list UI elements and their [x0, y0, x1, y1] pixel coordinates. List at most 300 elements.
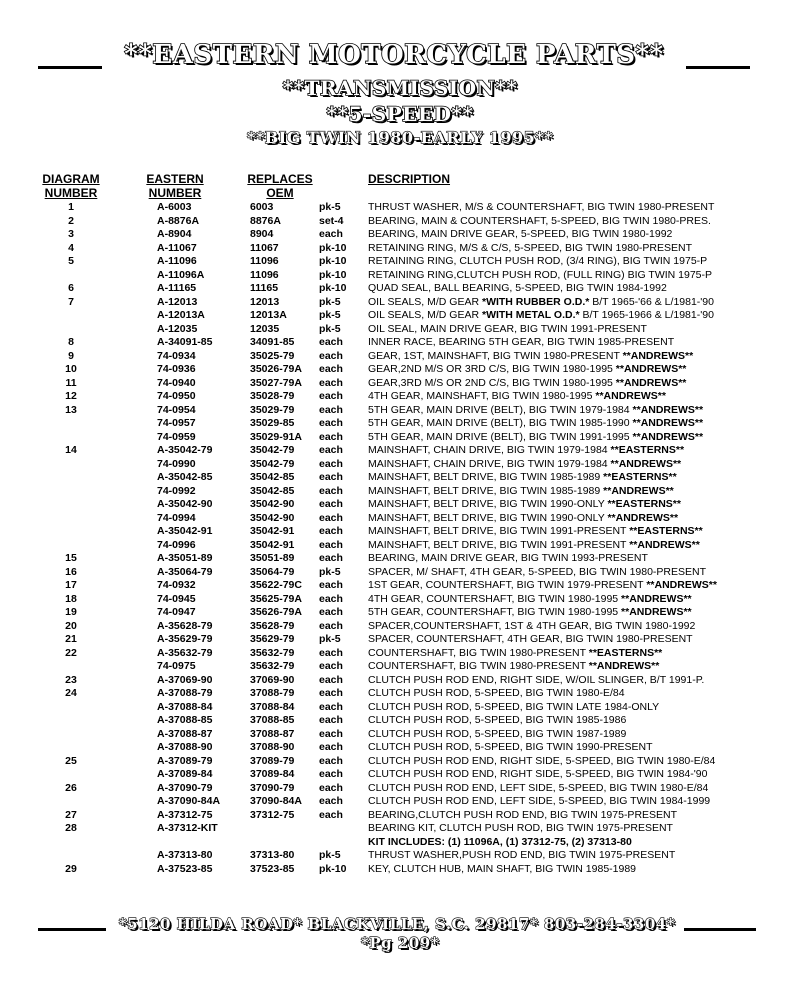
diagram-number: 9	[68, 349, 74, 362]
description	[368, 539, 700, 553]
description-text: MAINSHAFT, BELT DRIVE, BIG TWIN 1991-PRESENT	[368, 525, 630, 537]
description-text: CLUTCH PUSH ROD, 5-SPEED, BIG TWIN 1980-E/84	[368, 687, 625, 699]
table-row	[0, 417, 800, 431]
diagram-number: 25	[65, 754, 77, 767]
description-text: RETAINING RING, CLUTCH PUSH ROD, (3/4 RING), BIG TWIN 1975-P	[368, 255, 708, 267]
col-description-header	[368, 172, 450, 186]
eastern-number: 74-0932	[157, 579, 196, 591]
description-text: CLUTCH PUSH ROD END, RIGHT SIDE, 5-SPEED, BIG TWIN 1984-'90	[368, 768, 708, 780]
table-row	[0, 512, 800, 526]
oem-number: 35042-91	[250, 538, 295, 551]
eastern-number: 74-0975	[157, 660, 196, 672]
description-text: COUNTERSHAFT, BIG TWIN 1980-PRESENT	[368, 646, 589, 659]
description	[368, 404, 703, 418]
description-emphasis: **ANDREWS**	[629, 538, 700, 551]
eastern-number: A-37088-85	[157, 714, 213, 726]
description-emphasis: **ANDREWS**	[603, 484, 674, 497]
oem-number: 37069-90	[250, 673, 295, 686]
eastern-number: A-35042-79	[157, 444, 213, 456]
pack-qty: each	[319, 349, 343, 362]
eastern-number: A-35629-79	[157, 633, 213, 645]
diagram-number: 29	[65, 862, 77, 875]
oem-number: 35042-90	[250, 498, 295, 510]
description-emphasis: **ANDREWS**	[615, 363, 687, 375]
description	[368, 458, 681, 472]
description	[368, 323, 647, 337]
oem-number: 35026-79A	[250, 363, 302, 375]
diagram-number: 19	[65, 606, 77, 618]
eastern-number: A-37312-KIT	[157, 822, 218, 834]
description	[368, 417, 703, 431]
oem-number: 35042-91	[250, 525, 295, 537]
eastern-number: A-37088-79	[157, 687, 213, 699]
oem-number: 35622-79C	[250, 579, 302, 591]
page-number: *Pg 209*	[361, 934, 439, 952]
eastern-number: 74-0947	[157, 606, 196, 618]
pack-qty: pk-5	[319, 295, 341, 308]
description-emphasis: **EASTERNS**	[603, 471, 677, 483]
oem-number: 35027-79A	[250, 376, 302, 389]
description-text: OIL SEALS, M/D GEAR	[368, 309, 482, 321]
pack-qty: each	[319, 444, 343, 456]
description-text: BEARING, MAIN DRIVE GEAR, BIG TWIN 1993-PRESENT	[368, 552, 648, 564]
table-row	[0, 755, 800, 769]
diagram-number: 8	[68, 336, 74, 348]
eastern-number: A-11096A	[157, 268, 205, 281]
eastern-number: 74-0945	[157, 592, 196, 605]
description	[368, 255, 707, 269]
description-emphasis: **ANDREWS**	[621, 592, 692, 605]
description-emphasis: **ANDREWS**	[610, 457, 682, 470]
description	[368, 431, 703, 445]
table-row	[0, 782, 800, 796]
diagram-number: 17	[65, 579, 77, 591]
oem-number: 37523-85	[250, 862, 295, 875]
section-title: **TRANSMISSION**	[282, 76, 518, 100]
table-row	[0, 849, 800, 863]
oem-number: 35051-89	[250, 552, 295, 564]
oem-number: 37088-79	[250, 687, 295, 699]
table-row	[0, 620, 800, 634]
eastern-number: A-35042-90	[157, 498, 213, 510]
description-emphasis: **ANDREWS**	[588, 660, 660, 672]
description	[368, 512, 678, 526]
diagram-number: 13	[65, 403, 77, 416]
table-row	[0, 795, 800, 809]
oem-number: 11067	[250, 241, 279, 254]
eastern-number: 74-0957	[157, 417, 196, 429]
oem-number: 37312-75	[250, 808, 295, 821]
table-row	[0, 809, 800, 823]
oem-number: 12013	[250, 295, 280, 308]
table-row	[0, 539, 800, 553]
eastern-number: 74-0990	[157, 457, 196, 470]
oem-number: 35625-79A	[250, 592, 302, 605]
eastern-number: A-35042-85	[157, 471, 213, 483]
description-text: SPACER, M/ SHAFT, 4TH GEAR, 5-SPEED, BIG TWIN 1980-PRESENT	[368, 565, 707, 578]
pack-qty: each	[319, 525, 343, 537]
description-text: MAINSHAFT, BELT DRIVE, BIG TWIN 1985-1989	[368, 484, 604, 497]
eastern-number: A-11165	[157, 282, 197, 294]
description	[368, 741, 653, 755]
speed-title: **5-SPEED**	[326, 102, 474, 126]
diagram-number: 4	[68, 241, 74, 254]
table-row	[0, 323, 800, 337]
pack-qty: each	[319, 579, 343, 591]
eastern-number: A-37088-84	[157, 700, 213, 713]
description-text: MAINSHAFT, BELT DRIVE, BIG TWIN 1991-PRESENT	[368, 538, 630, 551]
pack-qty: each	[319, 363, 343, 375]
pack-qty: pk-5	[319, 201, 341, 213]
oem-number: 37088-85	[250, 714, 295, 726]
oem-number: 37088-84	[250, 700, 295, 713]
eastern-number: A-34091-85	[157, 336, 213, 348]
description-text: 5TH GEAR, MAIN DRIVE (BELT), BIG TWIN 1979-1984	[368, 403, 633, 416]
diagram-number: 28	[65, 822, 77, 834]
pack-qty: each	[319, 376, 343, 389]
description-text: 5TH GEAR, MAIN DRIVE (BELT), BIG TWIN 1985-1990	[368, 417, 633, 429]
description	[368, 674, 704, 688]
diagram-number: 10	[65, 363, 77, 375]
oem-number: 12035	[250, 322, 280, 335]
oem-number: 11096	[250, 268, 279, 281]
diagram-number: 2	[68, 214, 74, 227]
pack-qty: pk-10	[319, 255, 347, 267]
eastern-number: A-37088-87	[157, 727, 213, 740]
footer-address: *5120 HILDA ROAD* BLACKVILLE, S.C. 29817* 803-284-3304*	[118, 915, 676, 933]
pack-qty: each	[319, 646, 343, 659]
oem-number: 34091-85	[250, 336, 295, 348]
pack-qty: each	[319, 619, 343, 632]
eastern-number: 74-0954	[157, 403, 196, 416]
table-row	[0, 836, 800, 850]
description-emphasis: **ANDREWS**	[595, 390, 666, 402]
oem-number: 35029-91A	[250, 430, 302, 443]
oem-number: 37090-79	[250, 781, 295, 794]
table-row	[0, 498, 800, 512]
diagram-number: 22	[65, 646, 77, 659]
diagram-number: 18	[65, 592, 77, 605]
oem-number: 35029-79	[250, 403, 295, 416]
diagram-number: 12	[65, 390, 77, 402]
table-row	[0, 579, 800, 593]
description	[368, 593, 692, 607]
table-row	[0, 282, 800, 296]
description	[368, 620, 695, 634]
description	[368, 647, 662, 661]
description-text: CLUTCH PUSH ROD END, LEFT SIDE, 5-SPEED, BIG TWIN 1984-1999	[368, 795, 711, 807]
pack-qty: pk-10	[319, 282, 347, 294]
description-text: MAINSHAFT, CHAIN DRIVE, BIG TWIN 1979-1984	[368, 457, 611, 470]
table-row	[0, 309, 800, 323]
description	[368, 606, 692, 620]
col-diagram-line1: DIAGRAM	[42, 172, 100, 186]
description-text: SPACER,COUNTERSHAFT, 1ST & 4TH GEAR, BIG TWIN 1980-1992	[368, 619, 696, 632]
description-emphasis: **ANDREWS**	[632, 403, 704, 416]
description-text: THRUST WASHER, M/S & COUNTERSHAFT, BIG TWIN 1980-PRESENT	[368, 201, 715, 213]
description	[368, 215, 711, 229]
parts-table	[0, 201, 800, 876]
table-row	[0, 660, 800, 674]
description-text: OIL SEAL, MAIN DRIVE GEAR, BIG TWIN 1991-PRESENT	[368, 322, 647, 335]
oem-number: 35029-85	[250, 417, 295, 429]
table-row	[0, 768, 800, 782]
eastern-number: A-37090-79	[157, 781, 213, 794]
description	[368, 809, 677, 823]
description-text: MAINSHAFT, BELT DRIVE, BIG TWIN 1985-1989	[368, 471, 604, 483]
diagram-number: 20	[65, 619, 77, 632]
eastern-number: A-37312-75	[157, 808, 213, 821]
description	[368, 444, 684, 458]
description	[368, 836, 632, 850]
eastern-number: A-12035	[157, 322, 198, 335]
table-row	[0, 269, 800, 283]
description-text: OIL SEALS, M/D GEAR	[368, 295, 482, 308]
table-row	[0, 404, 800, 418]
description	[368, 701, 659, 715]
description	[368, 242, 692, 256]
eastern-number: 74-0950	[157, 390, 196, 402]
description-text: RETAINING RING,CLUTCH PUSH ROD, (FULL RING) BIG TWIN 1975-P	[368, 268, 713, 281]
oem-number: 37088-87	[250, 727, 295, 740]
diagram-number: 1	[68, 201, 74, 213]
eastern-number: A-35628-79	[157, 619, 213, 632]
diagram-number: 24	[65, 687, 77, 699]
pack-qty: each	[319, 808, 343, 821]
pack-qty: each	[319, 538, 343, 551]
oem-number: 8904	[250, 228, 274, 240]
description-text: BEARING, MAIN & COUNTERSHAFT, 5-SPEED, BIG TWIN 1980-PRES.	[368, 214, 711, 227]
diagram-number: 15	[65, 552, 77, 564]
oem-number: 35626-79A	[250, 606, 302, 618]
description-text: CLUTCH PUSH ROD END, RIGHT SIDE, 5-SPEED, BIG TWIN 1980-E/84	[368, 754, 716, 767]
description	[368, 633, 693, 647]
oem-number: 37090-84A	[250, 795, 302, 807]
table-row	[0, 566, 800, 580]
col-oem-line1: REPLACES	[247, 172, 313, 186]
table-row	[0, 822, 800, 836]
pack-qty: each	[319, 511, 343, 524]
table-row	[0, 525, 800, 539]
eastern-number: A-37069-90	[157, 673, 213, 686]
description-text: QUAD SEAL, BALL BEARING, 5-SPEED, BIG TWIN 1984-1992	[368, 282, 667, 294]
oem-number: 12013A	[250, 309, 287, 321]
table-row	[0, 647, 800, 661]
eastern-number: A-35632-79	[157, 646, 213, 659]
eastern-number: A-37523-85	[157, 862, 213, 875]
table-row	[0, 215, 800, 229]
table-row	[0, 674, 800, 688]
description	[368, 296, 714, 310]
table-row	[0, 606, 800, 620]
eastern-number: A-37090-84A	[157, 795, 221, 807]
eastern-number: A-35051-89	[157, 552, 213, 564]
pack-qty: pk-5	[319, 322, 341, 335]
description	[368, 768, 707, 782]
description-text: SPACER, COUNTERSHAFT, 4TH GEAR, BIG TWIN 1980-PRESENT	[368, 633, 693, 645]
eastern-number: 74-0996	[157, 538, 196, 551]
eastern-number: 74-0994	[157, 511, 196, 524]
description	[368, 579, 717, 593]
diagram-number: 6	[68, 282, 74, 294]
pack-qty: each	[319, 700, 343, 713]
description-text: GEAR,3RD M/S OR 2ND C/S, BIG TWIN 1980-1995	[368, 376, 616, 389]
description-text: 5TH GEAR, COUNTERSHAFT, BIG TWIN 1980-1995	[368, 606, 622, 618]
col-diagram-header	[40, 172, 102, 200]
table-row	[0, 458, 800, 472]
description-emphasis: **ANDREWS**	[615, 376, 687, 389]
description	[368, 728, 626, 742]
pack-qty: each	[319, 660, 343, 672]
description-emphasis: **EASTERNS**	[607, 498, 681, 510]
table-row	[0, 390, 800, 404]
description	[368, 390, 666, 404]
col-eastern-line1: EASTERN	[146, 172, 204, 186]
col-oem-header	[242, 172, 318, 200]
eastern-number: A-6003	[157, 201, 192, 213]
description	[368, 714, 626, 728]
pack-qty: each	[319, 498, 343, 510]
description	[368, 228, 672, 242]
diagram-number: 5	[68, 255, 74, 267]
eastern-number: A-37089-79	[157, 754, 213, 767]
description-emphasis: *WITH METAL O.D.*	[481, 309, 580, 321]
description-emphasis: **ANDREWS**	[646, 579, 717, 591]
eastern-number: A-37088-90	[157, 741, 213, 753]
description	[368, 201, 714, 215]
pack-qty: pk-5	[319, 565, 341, 578]
oem-number: 37089-79	[250, 754, 295, 767]
description	[368, 350, 693, 364]
oem-number: 35628-79	[250, 619, 295, 632]
description	[368, 336, 674, 350]
description-emphasis: **EASTERNS**	[629, 525, 703, 537]
eastern-number: A-35042-91	[157, 525, 213, 537]
pack-qty: each	[319, 606, 343, 618]
table-row	[0, 201, 800, 215]
diagram-number: 7	[68, 295, 74, 308]
diagram-number: 26	[65, 781, 77, 794]
pack-qty: each	[319, 714, 343, 726]
description	[368, 471, 677, 485]
oem-number: 35042-79	[250, 457, 295, 470]
description-emphasis: **ANDREWS**	[632, 417, 704, 429]
pack-qty: pk-10	[319, 241, 347, 254]
eastern-number: 74-0940	[157, 376, 196, 389]
eastern-number: 74-0936	[157, 363, 196, 375]
table-row	[0, 350, 800, 364]
diagram-number: 3	[68, 228, 74, 240]
pack-qty: each	[319, 754, 343, 767]
table-row	[0, 633, 800, 647]
diagram-number: 16	[65, 565, 77, 578]
pack-qty: each	[319, 687, 343, 699]
pack-qty: each	[319, 781, 343, 794]
oem-number: 35064-79	[250, 565, 295, 578]
table-row	[0, 687, 800, 701]
description-text: CLUTCH PUSH ROD END, LEFT SIDE, 5-SPEED, BIG TWIN 1980-E/84	[368, 781, 709, 794]
pack-qty: pk-5	[319, 633, 341, 645]
pack-qty: pk-10	[319, 268, 347, 281]
description-text: 5TH GEAR, MAIN DRIVE (BELT), BIG TWIN 1991-1995	[368, 430, 633, 443]
eastern-number: 74-0992	[157, 484, 196, 497]
description	[368, 849, 675, 863]
description-text: BEARING, MAIN DRIVE GEAR, 5-SPEED, BIG TWIN 1980-1992	[368, 228, 673, 240]
oem-number: 35025-79	[250, 349, 295, 362]
eastern-number: 74-0934	[157, 349, 196, 362]
pack-qty: pk-5	[319, 849, 341, 861]
description-emphasis: **ANDREWS**	[632, 430, 704, 443]
oem-number: 6003	[250, 201, 274, 213]
eastern-number: 74-0959	[157, 430, 196, 443]
table-row	[0, 228, 800, 242]
oem-number: 35629-79	[250, 633, 295, 645]
description	[368, 485, 674, 499]
oem-number: 37313-80	[250, 849, 295, 861]
eastern-number: A-11096	[157, 255, 197, 267]
oem-number: 37088-90	[250, 741, 295, 753]
description-emphasis: *WITH RUBBER O.D.*	[481, 295, 590, 308]
pack-qty: each	[319, 552, 343, 564]
description-text: CLUTCH PUSH ROD, 5-SPEED, BIG TWIN LATE 1984-ONLY	[368, 700, 660, 713]
eastern-number: A-35064-79	[157, 565, 213, 578]
description	[368, 498, 681, 512]
table-row	[0, 728, 800, 742]
description	[368, 525, 703, 539]
table-row	[0, 714, 800, 728]
description-text: RETAINING RING, M/S & C/S, 5-SPEED, BIG TWIN 1980-PRESENT	[368, 241, 693, 254]
oem-number: 35632-79	[250, 646, 295, 659]
eastern-number: A-37089-84	[157, 768, 213, 780]
table-row	[0, 255, 800, 269]
description-text: THRUST WASHER,PUSH ROD END, BIG TWIN 1975-PRESENT	[368, 849, 676, 861]
table-row	[0, 741, 800, 755]
oem-number: 11096	[250, 255, 279, 267]
description-text: CLUTCH PUSH ROD END, RIGHT SIDE, W/OIL SLINGER, B/T 1991-P.	[368, 673, 705, 686]
oem-number: 11165	[250, 282, 279, 294]
description-emphasis: **ANDREWS**	[607, 511, 679, 524]
description-text: CLUTCH PUSH ROD, 5-SPEED, BIG TWIN 1990-PRESENT	[368, 741, 653, 753]
oem-number: 35632-79	[250, 660, 295, 672]
description-text: CLUTCH PUSH ROD, 5-SPEED, BIG TWIN 1985-1986	[368, 714, 627, 726]
oem-number: 8876A	[250, 214, 281, 227]
table-row	[0, 363, 800, 377]
description-text: GEAR,2ND M/S OR 3RD C/S, BIG TWIN 1980-1995	[368, 363, 616, 375]
description	[368, 363, 686, 377]
diagram-number: 27	[65, 808, 77, 821]
oem-number: 35042-85	[250, 471, 295, 483]
page-title: **EASTERN MOTORCYCLE PARTS**	[124, 40, 664, 70]
description-emphasis: **ANDREWS**	[621, 606, 692, 618]
col-description-line1: DESCRIPTION	[368, 172, 451, 186]
pack-qty: each	[319, 417, 343, 429]
table-row	[0, 485, 800, 499]
eastern-number: A-8876A	[157, 214, 200, 227]
pack-qty: each	[319, 390, 343, 402]
description-suffix: B/T 1965-'66 & L/1981-'90	[589, 295, 714, 308]
pack-qty: each	[319, 795, 343, 807]
table-row	[0, 296, 800, 310]
eastern-number: A-12013A	[157, 309, 205, 321]
description-text: GEAR, 1ST, MAINSHAFT, BIG TWIN 1980-PRESENT	[368, 349, 623, 362]
diagram-number: 23	[65, 673, 77, 686]
table-row	[0, 431, 800, 445]
description	[368, 755, 715, 769]
pack-qty: each	[319, 484, 343, 497]
description	[368, 863, 636, 877]
description-emphasis: **ANDREWS**	[622, 349, 694, 362]
description-text: 1ST GEAR, COUNTERSHAFT, BIG TWIN 1979-PRESENT	[368, 579, 647, 591]
